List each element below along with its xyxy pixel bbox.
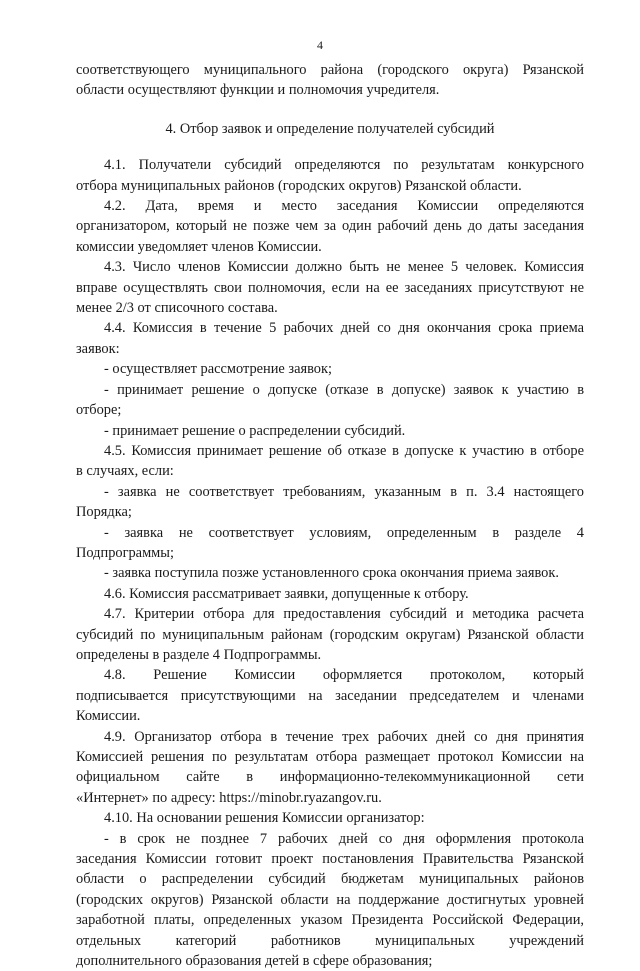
- paragraph-p47: [76, 604, 584, 665]
- text-line: «Интернет» по адресу: https://minobr.ryazangov.ru.: [76, 789, 382, 806]
- text-line: 4.3. Число членов Комиссии должно быть не менее 5 человек. Комиссия: [104, 259, 584, 276]
- paragraph-p42: [76, 196, 584, 257]
- text-line: 4.4. Комиссия в течение 5 рабочих дней со дня окончания срока приема: [104, 320, 584, 337]
- paragraph-p43: [76, 257, 584, 318]
- text-line: - заявка не соответствует условиям, определенным в разделе 4: [104, 524, 584, 541]
- paragraph-p41: [76, 155, 584, 196]
- text-line: 4.8. Решение Комиссии оформляется протоколом, который: [104, 667, 584, 684]
- paragraph-p46: [76, 584, 584, 604]
- text-line: Порядка;: [76, 504, 132, 521]
- text-line: области осуществляют функции и полномочия учредителя.: [76, 82, 440, 99]
- text-line: области о распределении субсидий бюджетам муниципальных районов: [76, 871, 584, 888]
- text-line: в случаях, если:: [76, 463, 174, 480]
- text-line: отбора муниципальных районов (городских округов) Рязанской области.: [76, 177, 522, 194]
- text-line: 4.10. На основании решения Комиссии организатор:: [104, 810, 425, 827]
- paragraph-p410a: [76, 829, 584, 971]
- text-line: подписывается присутствующими на заседании председателем и членами: [76, 687, 584, 704]
- paragraph-p45c: [76, 563, 584, 583]
- text-line: - осуществляет рассмотрение заявок;: [104, 361, 332, 378]
- text-line: соответствующего муниципального района (городского округа) Рязанской: [76, 62, 584, 78]
- text-line: (городских округов) Рязанской области на поддержание достигнутых уровней: [76, 891, 584, 908]
- text-line: Комиссией решения по результатам отбора размещает протокол Комиссии на: [76, 749, 584, 765]
- text-line: 4.9. Организатор отбора в течение трех рабочих дней со дня принятия: [104, 728, 584, 745]
- paragraph-p44a: [76, 359, 584, 379]
- paragraph-p45a: [76, 482, 584, 523]
- text-line: организатором, который не позже чем за один рабочий день до даты заседания: [76, 218, 584, 235]
- paragraph-p410: [76, 808, 584, 828]
- text-line: официальном сайте в информационно-телекоммуникационной сети: [76, 769, 584, 786]
- text-line: - принимает решение о допуске (отказе в допуске) заявок к участию в: [104, 381, 584, 398]
- paragraph-p44b: [76, 380, 584, 421]
- text-line: определены в разделе 4 Подпрограммы.: [76, 646, 322, 663]
- document-body: [76, 60, 584, 971]
- text-line: дополнительного образования детей в сфере образования;: [76, 953, 433, 970]
- paragraph-p45b: [76, 523, 584, 564]
- text-line: комиссии уведомляет членов Комиссии.: [76, 238, 322, 255]
- text-line: субсидий по муниципальным районам (городским округам) Рязанской области: [76, 626, 584, 643]
- text-line: - заявка не соответствует требованиям, указанным в п. 3.4 настоящего: [104, 483, 584, 500]
- text-line: 4.2. Дата, время и место заседания Комиссии определяются: [104, 198, 584, 215]
- paragraph-p45: [76, 441, 584, 482]
- text-line: 4.6. Комиссия рассматривает заявки, допущенные к отбору.: [104, 585, 469, 602]
- paragraph-list: [76, 155, 584, 971]
- text-line: заседания Комиссии готовит проект постановления Правительства Рязанской: [76, 851, 584, 868]
- text-line: - принимает решение о распределении субсидий.: [104, 422, 406, 439]
- intro-paragraph: [76, 60, 584, 101]
- text-line: заработной платы, определенных указом Президента Российской Федерации,: [76, 912, 584, 929]
- text-line: - в срок не позднее 7 рабочих дней со дня оформления протокола: [104, 830, 584, 847]
- text-line: - заявка поступила позже установленного срока окончания приема заявок.: [104, 565, 559, 582]
- paragraph-p48: [76, 665, 584, 726]
- paragraph-p44c: [76, 421, 584, 441]
- text-line: 4.1. Получатели субсидий определяются по результатам конкурсного: [104, 157, 584, 174]
- section-title: 4. Отбор заявок и определение получателей субсидий: [165, 120, 495, 137]
- text-line: Подпрограммы;: [76, 544, 174, 561]
- text-line: менее 2/3 от списочного состава.: [76, 300, 278, 317]
- text-line: Комиссии.: [76, 708, 141, 725]
- text-line: отборе;: [76, 402, 122, 419]
- text-line: заявок:: [76, 340, 120, 357]
- text-line: 4.5. Комиссия принимает решение об отказе в допуске к участию в отборе: [104, 442, 584, 459]
- text-line: вправе осуществлять свои полномочия, если на ее заседаниях присутствуют не: [76, 279, 584, 296]
- paragraph-p49: [76, 727, 584, 809]
- paragraph-p44: [76, 318, 584, 359]
- text-line: 4.7. Критерии отбора для предоставления субсидий и методика расчета: [104, 606, 584, 623]
- page-number: 4: [317, 38, 323, 52]
- text-line: отдельных категорий работников муниципальных учреждений: [76, 932, 584, 949]
